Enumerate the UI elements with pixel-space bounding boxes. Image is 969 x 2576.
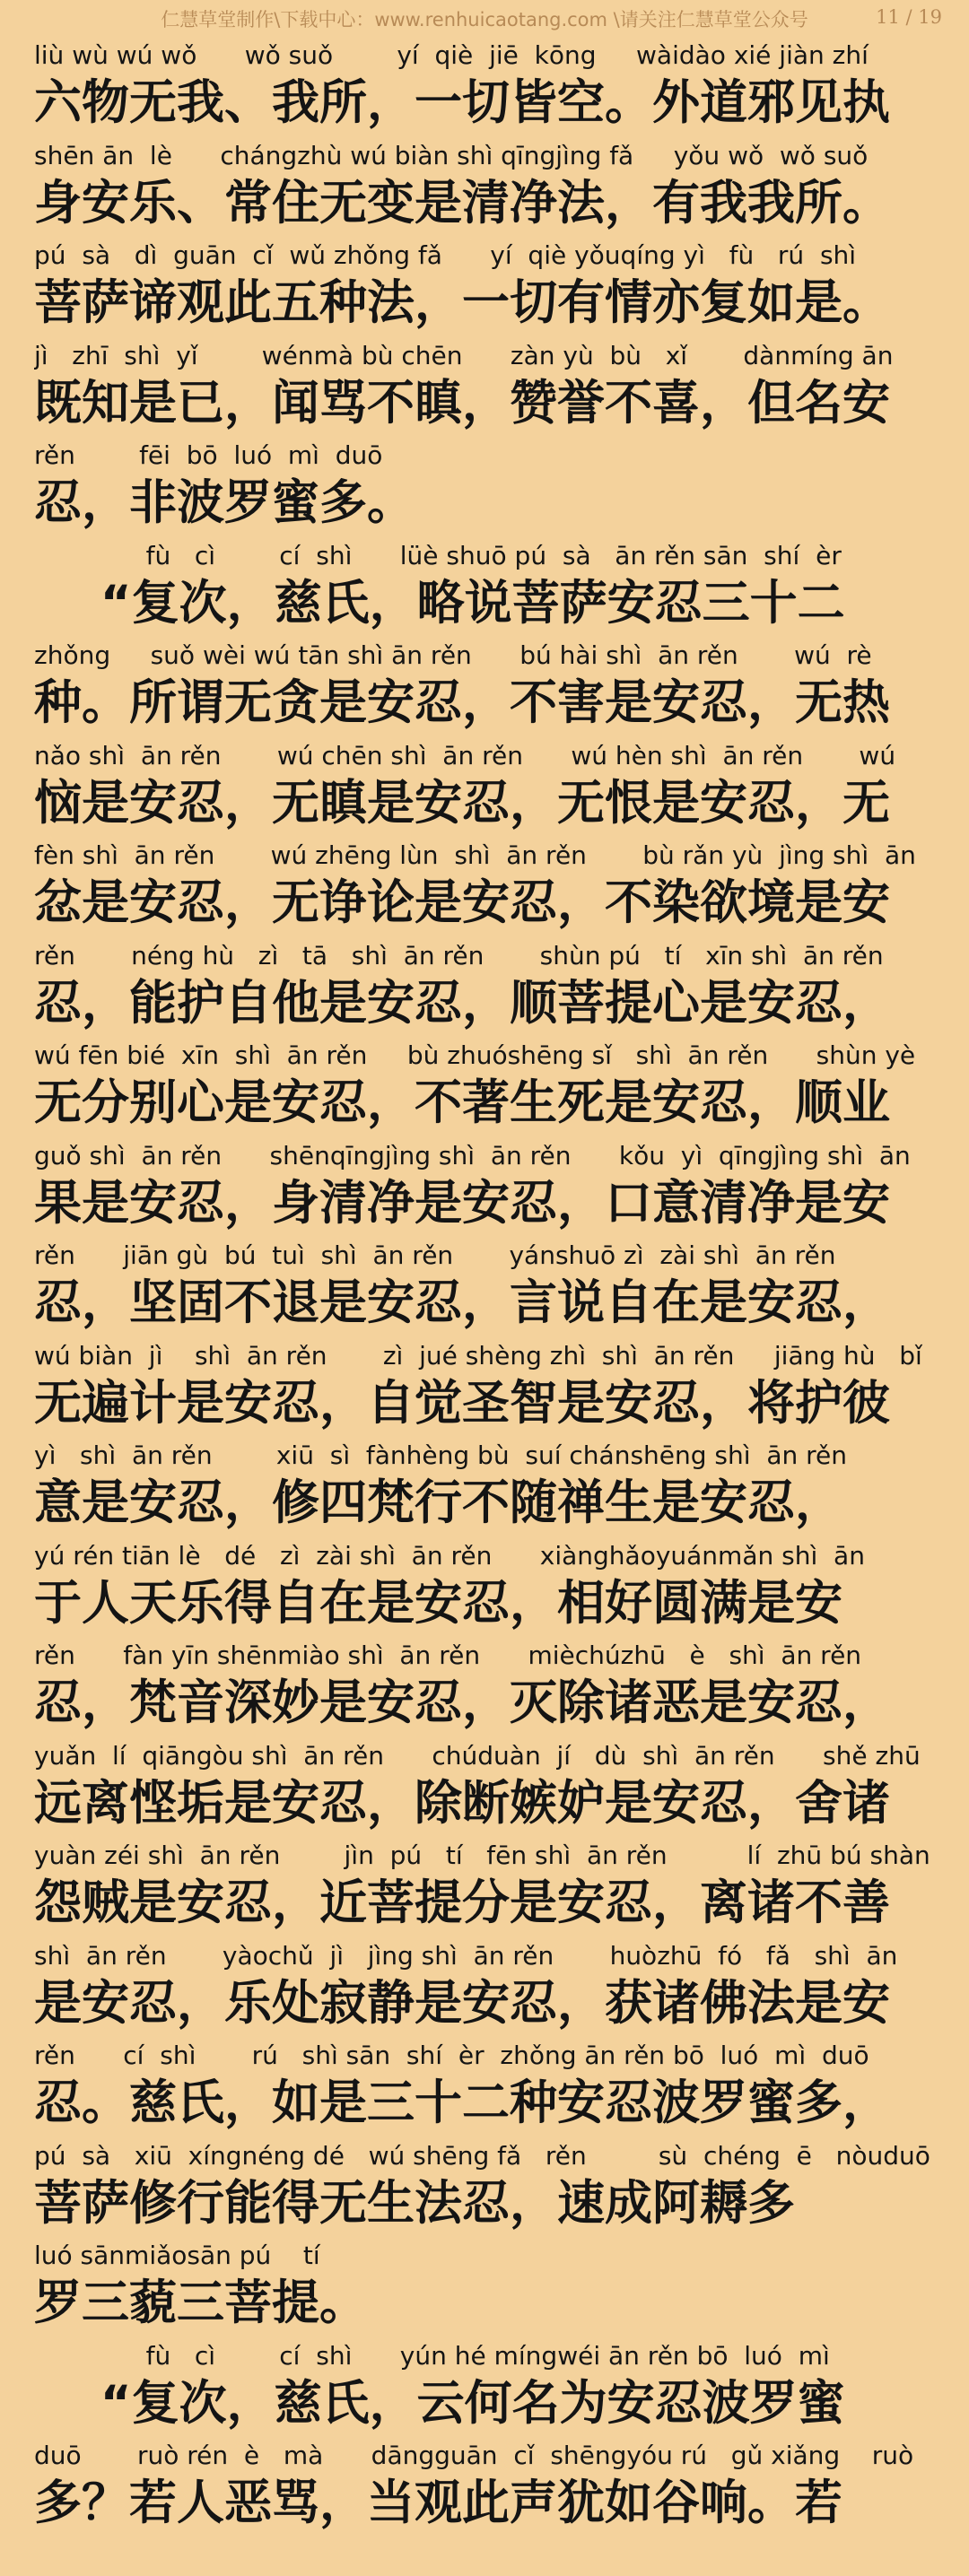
hanzi-line: 意是安忍，修四梵行不随禅生是安忍，	[34, 1475, 842, 1530]
text-line	[34, 740, 940, 840]
text-line	[34, 1940, 940, 2041]
pinyin-line: yuǎn lí qiāngòu shì ān rěn chúduàn jí dù shì ān rěn shě zhū	[34, 1740, 921, 1771]
hanzi-line: 菩萨谛观此五种法，一切有情亦复如是。	[34, 275, 890, 330]
text-line	[34, 940, 940, 1040]
pinyin-line: rěn jiān gù bú tuì shì ān rěn yánshuō zì zài shì ān rěn	[34, 1240, 836, 1270]
pinyin-line: jì zhī shì yǐ wénmà bù chēn zàn yù bù xǐ dànmíng ān	[34, 340, 894, 370]
hanzi-line: 恼是安忍，无瞋是安忍，无恨是安忍，无	[34, 775, 890, 831]
pinyin-line: rěn cí shì rú shì sān shí èr zhǒng ān rěn bō luó mì duō	[34, 2041, 869, 2070]
text-line	[34, 1740, 940, 1841]
hanzi-line: 无遍计是安忍，自觉圣智是安忍，将护彼	[34, 1375, 890, 1431]
hanzi-line: 于人天乐得自在是安忍，相好圆满是安	[34, 1575, 842, 1631]
hanzi-line: 忍，非波罗蜜多。	[34, 475, 415, 530]
pinyin-line: fù cì cí shì yún hé míngwéi ān rěn bō luó mì	[34, 2340, 830, 2371]
pinyin-line: rěn fàn yīn shēnmiào shì ān rěn mièchúzhū è shì ān rěn	[34, 1640, 862, 1670]
pinyin-line: rěn fēi bō luó mì duō	[34, 440, 383, 470]
pinyin-line: guǒ shì ān rěn shēnqīngjìng shì ān rěn kǒu yì qīngjìng shì ān	[34, 1140, 911, 1171]
pinyin-line: nǎo shì ān rěn wú chēn shì ān rěn wú hèn shì ān rěn wú	[34, 740, 896, 770]
hanzi-line: 既知是已，闻骂不瞋，赞誉不喜，但名安	[34, 375, 890, 431]
pinyin-line: pú sà dì guān cǐ wǔ zhǒng fǎ yí qiè yǒuqíng yì fù rú shì	[34, 240, 857, 270]
pinyin-line: rěn néng hù zì tā shì ān rěn shùn pú tí xīn shì ān rěn	[34, 940, 884, 970]
hanzi-line: 种。所谓无贪是安忍，不害是安忍，无热	[34, 675, 890, 730]
pinyin-line: wú fēn bié xīn shì ān rěn bù zhuóshēng sǐ shì ān rěn shùn yè	[34, 1040, 916, 1070]
text-line	[34, 2040, 940, 2140]
hanzi-line: 菩萨修行能得无生法忍，速成阿耨多	[34, 2175, 795, 2231]
hanzi-line: 果是安忍，身清净是安忍，口意清净是安	[34, 1175, 890, 1231]
text-line	[34, 1140, 940, 1240]
hanzi-line: 忍，能护自他是安忍，顺菩提心是安忍，	[34, 975, 890, 1031]
text-line	[34, 1440, 940, 1540]
hanzi-line: 怨贼是安忍，近菩提分是安忍，离诸不善	[34, 1875, 890, 1930]
text-line	[34, 1540, 940, 1640]
page-header	[0, 0, 969, 39]
pinyin-line: zhǒng suǒ wèi wú tān shì ān rěn bú hài shì ān rěn wú rè	[34, 640, 872, 670]
text-line	[34, 2440, 940, 2540]
text-line	[34, 1240, 940, 1340]
hanzi-line: 是安忍，乐处寂静是安忍，获诸佛法是安	[34, 1975, 890, 2031]
text-line	[34, 840, 940, 940]
pinyin-line: fèn shì ān rěn wú zhēng lùn shì ān rěn bù rǎn yù jìng shì ān	[34, 840, 916, 870]
pinyin-line: duō ruò rén è mà dāngguān cǐ shēngyóu rú gǔ xiǎng ruò	[34, 2441, 914, 2470]
text-line	[34, 2340, 940, 2441]
hanzi-line: 无分别心是安忍，不著生死是安忍，顺业	[34, 1075, 890, 1130]
hanzi-line: 忍，坚固不退是安忍，言说自在是安忍，	[34, 1275, 890, 1330]
pinyin-line: pú sà xiū xíngnéng dé wú shēng fǎ rěn sù chéng ē nòuduō	[34, 2140, 930, 2171]
text-line	[34, 439, 940, 540]
text-line	[34, 340, 940, 440]
text-line	[34, 140, 940, 240]
hanzi-line: 远离悭垢是安忍，除断嫉妒是安忍，舍诸	[34, 1775, 890, 1831]
text-line	[34, 2240, 940, 2340]
text-line	[34, 39, 940, 140]
text-line	[34, 2140, 940, 2241]
header-title: 仁慧草堂制作\下载中心：www.renhuicaotang.com \请关注仁慧草堂公众号	[161, 9, 808, 30]
hanzi-line: 多？若人恶骂，当观此声犹如谷响。若	[34, 2476, 842, 2530]
text-line	[34, 1640, 940, 1740]
hanzi-line: “复次，慈氏，云何名为安忍波罗蜜	[34, 2375, 845, 2431]
pinyin-line: yì shì ān rěn xiū sì fànhèng bù suí chánshēng shì ān rěn	[34, 1440, 848, 1470]
pinyin-line: shì ān rěn yàochǔ jì jìng shì ān rěn huòzhū fó fǎ shì ān	[34, 1940, 898, 1971]
pinyin-line: luó sānmiǎosān pú tí	[34, 2241, 320, 2270]
text-line	[34, 640, 940, 740]
text-line	[34, 239, 940, 340]
text-line	[34, 1040, 940, 1140]
hanzi-line: 忿是安忍，无诤论是安忍，不染欲境是安	[34, 875, 890, 930]
hanzi-line: 忍。慈氏，如是三十二种安忍波罗蜜多，	[34, 2076, 890, 2130]
text-line	[34, 1340, 940, 1440]
pinyin-line: fù cì cí shì lüè shuō pú sà ān rěn sān shí èr	[34, 540, 842, 570]
text-line	[34, 1840, 940, 1940]
page-number: 11 / 19	[876, 6, 942, 28]
pinyin-line: wú biàn jì shì ān rěn zì jué shèng zhì shì ān rěn jiāng hù bǐ	[34, 1340, 922, 1371]
pinyin-line: liù wù wú wǒ wǒ suǒ yí qiè jiē kōng wàidào xié jiàn zhí	[34, 40, 869, 70]
scripture-text	[34, 39, 940, 2540]
hanzi-line: “复次，慈氏，略说菩萨安忍三十二	[34, 575, 845, 631]
hanzi-line: 六物无我、我所，一切皆空。外道邪见执	[34, 75, 890, 130]
pinyin-line: shēn ān lè chángzhù wú biàn shì qīngjìng fǎ yǒu wǒ wǒ suǒ	[34, 140, 869, 170]
text-line	[34, 540, 940, 640]
hanzi-line: 忍，梵音深妙是安忍，灭除诸恶是安忍，	[34, 1675, 890, 1730]
hanzi-line: 身安乐、常住无变是清净法，有我我所。	[34, 175, 890, 231]
pinyin-line: yú rén tiān lè dé zì zài shì ān rěn xiànghǎoyuánmǎn shì ān	[34, 1540, 865, 1571]
hanzi-line: 罗三藐三菩提。	[34, 2276, 367, 2330]
pinyin-line: yuàn zéi shì ān rěn jìn pú tí fēn shì ān rěn lí zhū bú shàn	[34, 1841, 930, 1870]
